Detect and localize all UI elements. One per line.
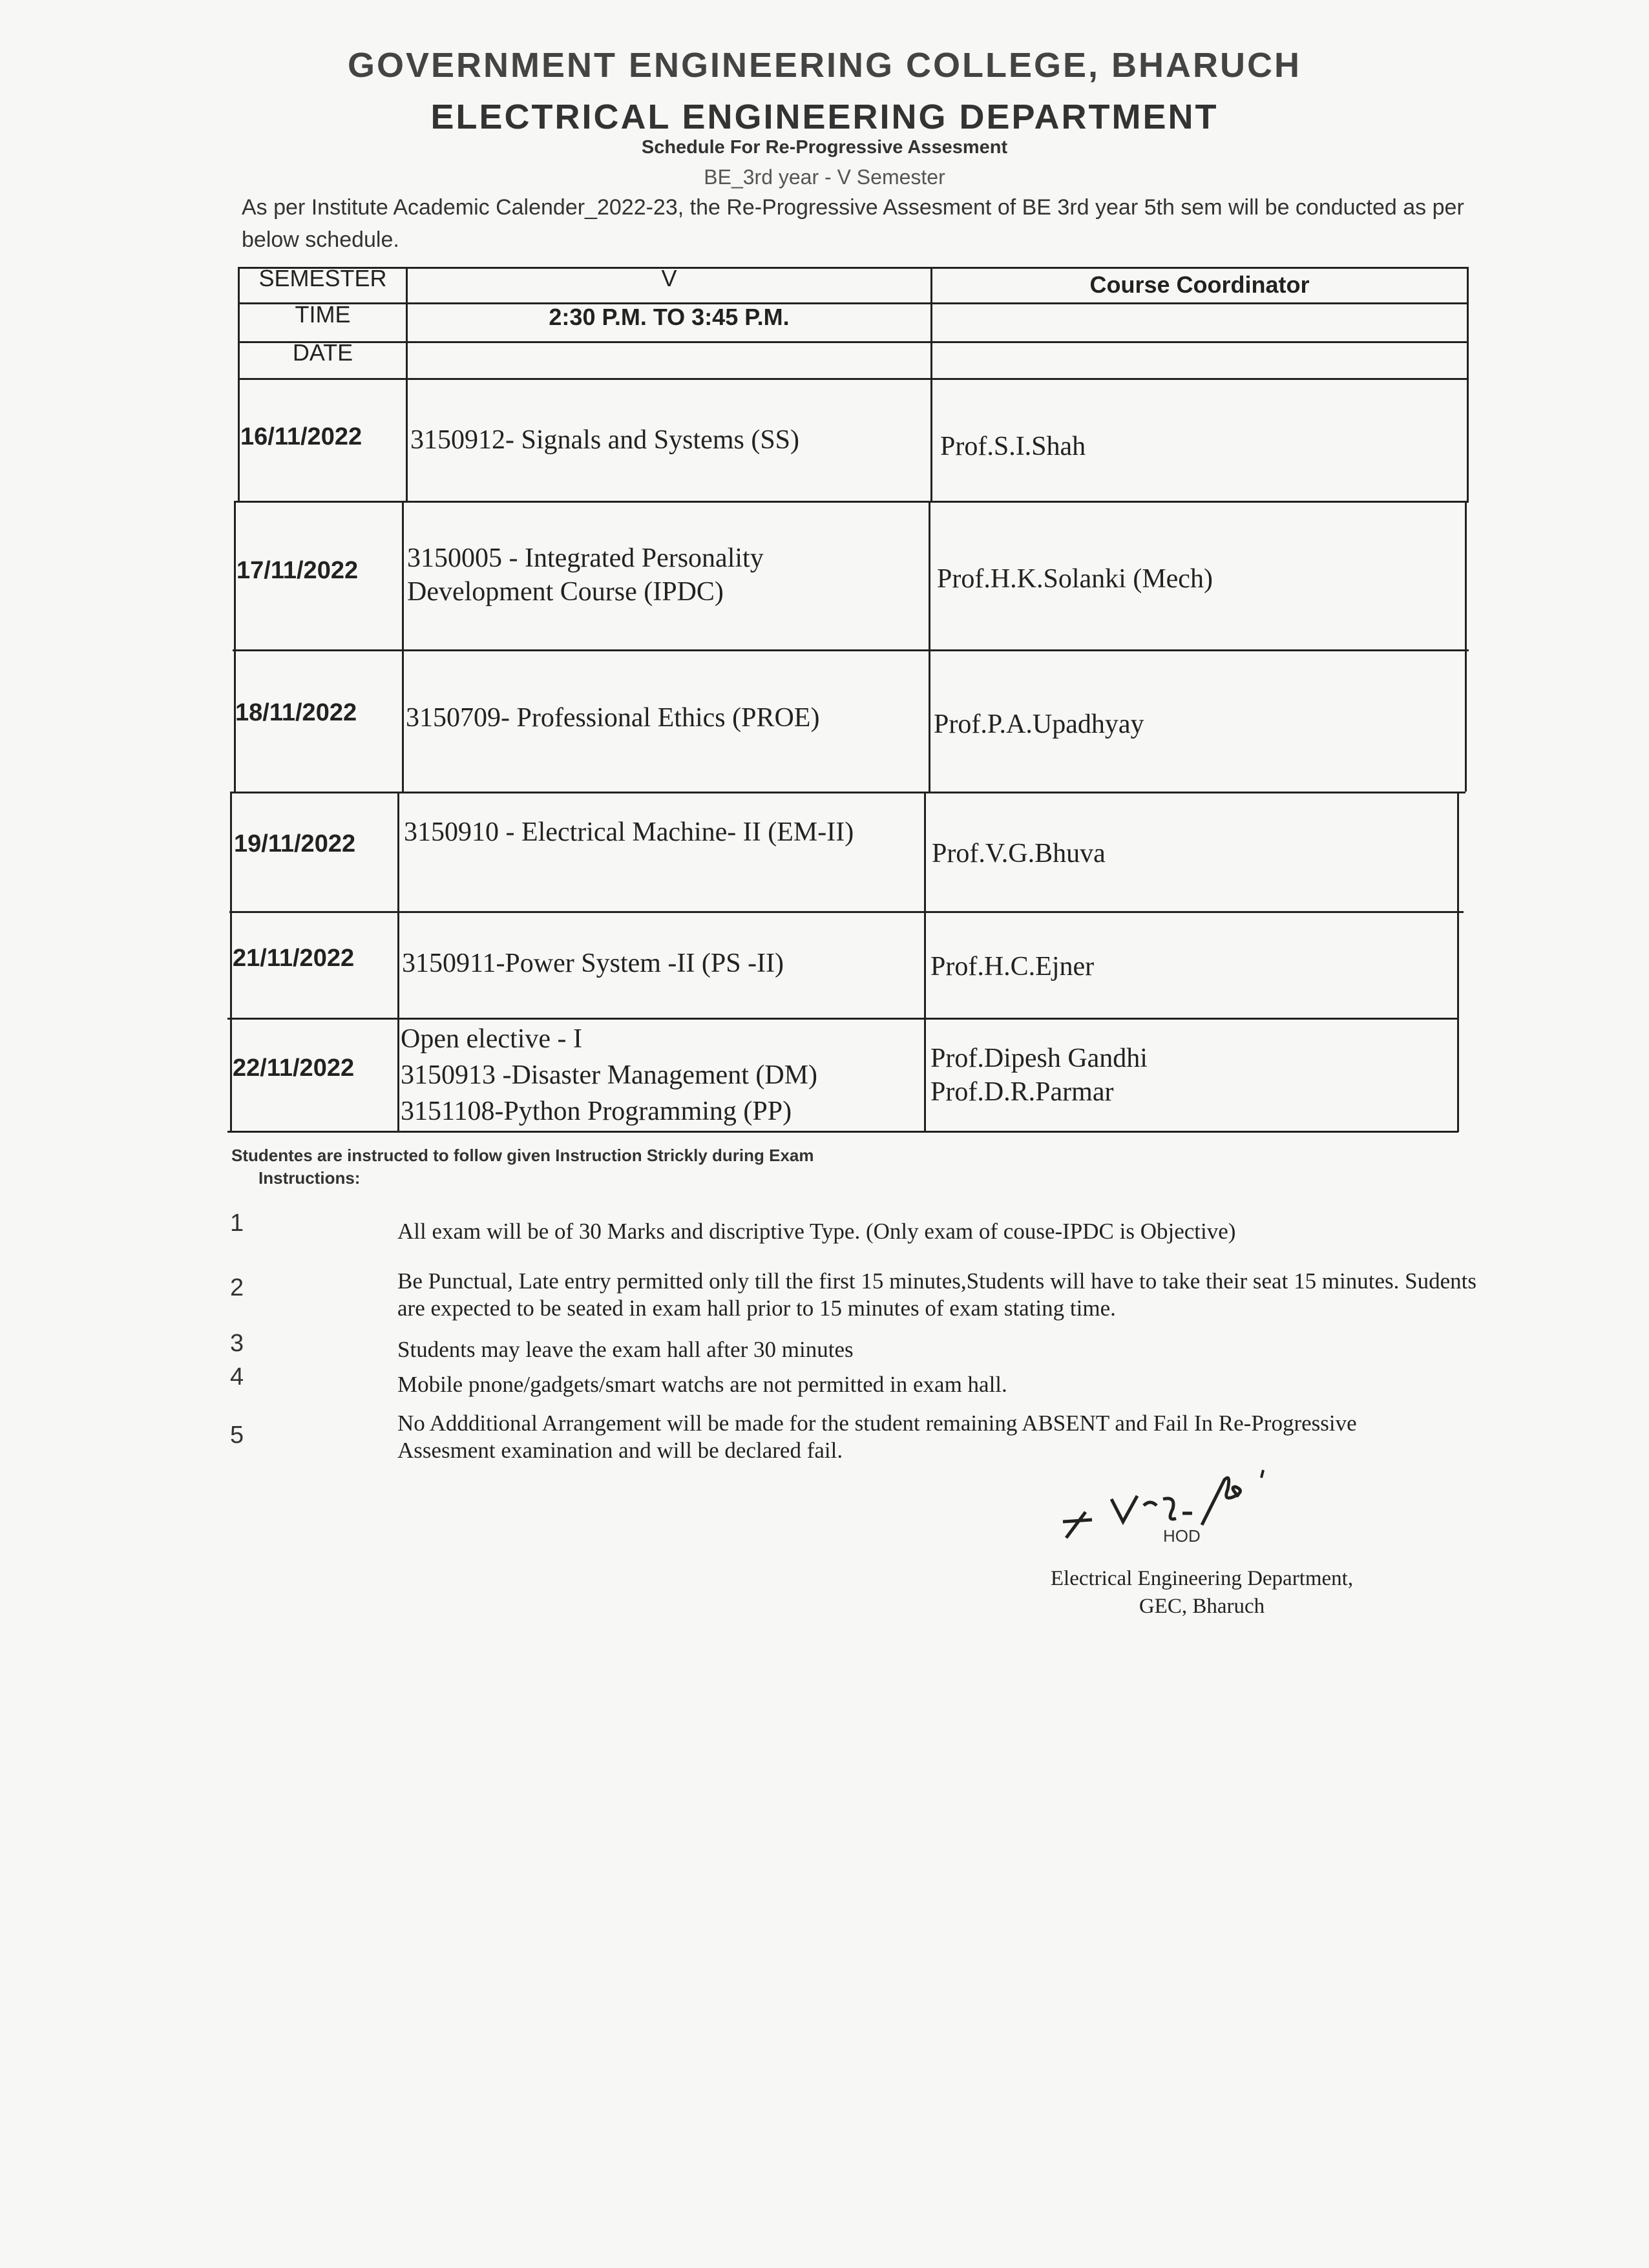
row-date: 19/11/2022 <box>234 830 356 857</box>
college-name: GOVERNMENT ENGINEERING COLLEGE, BHARUCH <box>347 46 1302 85</box>
instruction-number: 5 <box>230 1422 244 1449</box>
row-course: 3150709- Professional Ethics (PROE) <box>406 703 820 733</box>
row-date: 22/11/2022 <box>233 1055 355 1082</box>
row-coordinator: Prof.H.K.Solanki (Mech) <box>937 564 1213 594</box>
notice-text: Studentes are instructed to follow given Instruction Strickly during Exam <box>231 1146 814 1165</box>
instruction-number: 1 <box>230 1210 244 1237</box>
instruction-text: Mobile pnone/gadgets/smart watchs are not permitted in exam hall. <box>397 1372 1007 1397</box>
coordinator-header: Course Coordinator <box>1089 271 1310 298</box>
intro-paragraph: As per Institute Academic Calender_2022-23, the Re-Progressive Assesment of BE 3rd year 5th sem will be conducted as per below schedule. <box>242 195 1464 252</box>
course-line: 3151108-Python Programming (PP) <box>401 1097 792 1126</box>
instruction-number: 4 <box>230 1363 244 1391</box>
coordinator-line: Prof.Dipesh Gandhi <box>930 1044 1148 1073</box>
row-course: 3150005 - Integrated Personality Development Course (IPDC) <box>407 543 764 607</box>
instruction-number: 3 <box>230 1330 244 1357</box>
year-semester: BE_3rd year - V Semester <box>704 165 945 189</box>
hod-label: HOD <box>1163 1526 1201 1546</box>
instruction-text: Students may leave the exam hall after 30 minutes <box>397 1337 854 1362</box>
row-date: 17/11/2022 <box>236 557 359 584</box>
row-course <box>401 1021 918 1129</box>
course-line: Open elective - I <box>401 1024 583 1054</box>
row-date: 21/11/2022 <box>233 945 355 972</box>
date-label: DATE <box>292 339 353 366</box>
time-label: TIME <box>295 301 351 328</box>
row-coordinator <box>930 1042 1148 1109</box>
semester-value: V <box>661 265 677 291</box>
signature-department: Electrical Engineering Department, <box>1050 1567 1354 1590</box>
row-course: 3150910 - Electrical Machine- II (EM-II) <box>404 817 854 847</box>
instruction-text: All exam will be of 30 Marks and discriptive Type. (Only exam of couse-IPDC is Objective) <box>397 1219 1236 1244</box>
time-value: 2:30 P.M. TO 3:45 P.M. <box>549 304 790 330</box>
row-coordinator: Prof.H.C.Ejner <box>930 952 1095 982</box>
row-date: 16/11/2022 <box>240 423 362 450</box>
course-line: 3150913 -Disaster Management (DM) <box>401 1060 818 1090</box>
signature-institute: GEC, Bharuch <box>1139 1595 1265 1618</box>
schedule-title: Schedule For Re-Progressive Assesment <box>641 137 1008 158</box>
row-course: 3150911-Power System -II (PS -II) <box>402 949 784 978</box>
row-date: 18/11/2022 <box>235 699 357 726</box>
row-course: 3150912- Signals and Systems (SS) <box>410 425 800 455</box>
row-coordinator: Prof.V.G.Bhuva <box>932 839 1106 868</box>
coordinator-line: Prof.D.R.Parmar <box>930 1077 1114 1107</box>
instruction-number: 2 <box>230 1274 244 1301</box>
instructions-label: Instructions: <box>258 1168 361 1188</box>
row-coordinator: Prof.P.A.Upadhyay <box>934 709 1144 739</box>
semester-label: SEMESTER <box>258 265 387 291</box>
instruction-text: Be Punctual, Late entry permitted only till the first 15 minutes,Students will have to take their seat 15 minutes. Sudents are expected to be seated in exam hall prior to 15 minutes of exam stating time. <box>397 1268 1476 1321</box>
instruction-text: No Addditional Arrangement will be made for the student remaining ABSENT and Fail In Re-Progressive Assesment examination and will be declared fail. <box>397 1411 1357 1463</box>
department-name: ELECTRICAL ENGINEERING DEPARTMENT <box>430 98 1219 136</box>
row-coordinator: Prof.S.I.Shah <box>940 432 1086 461</box>
